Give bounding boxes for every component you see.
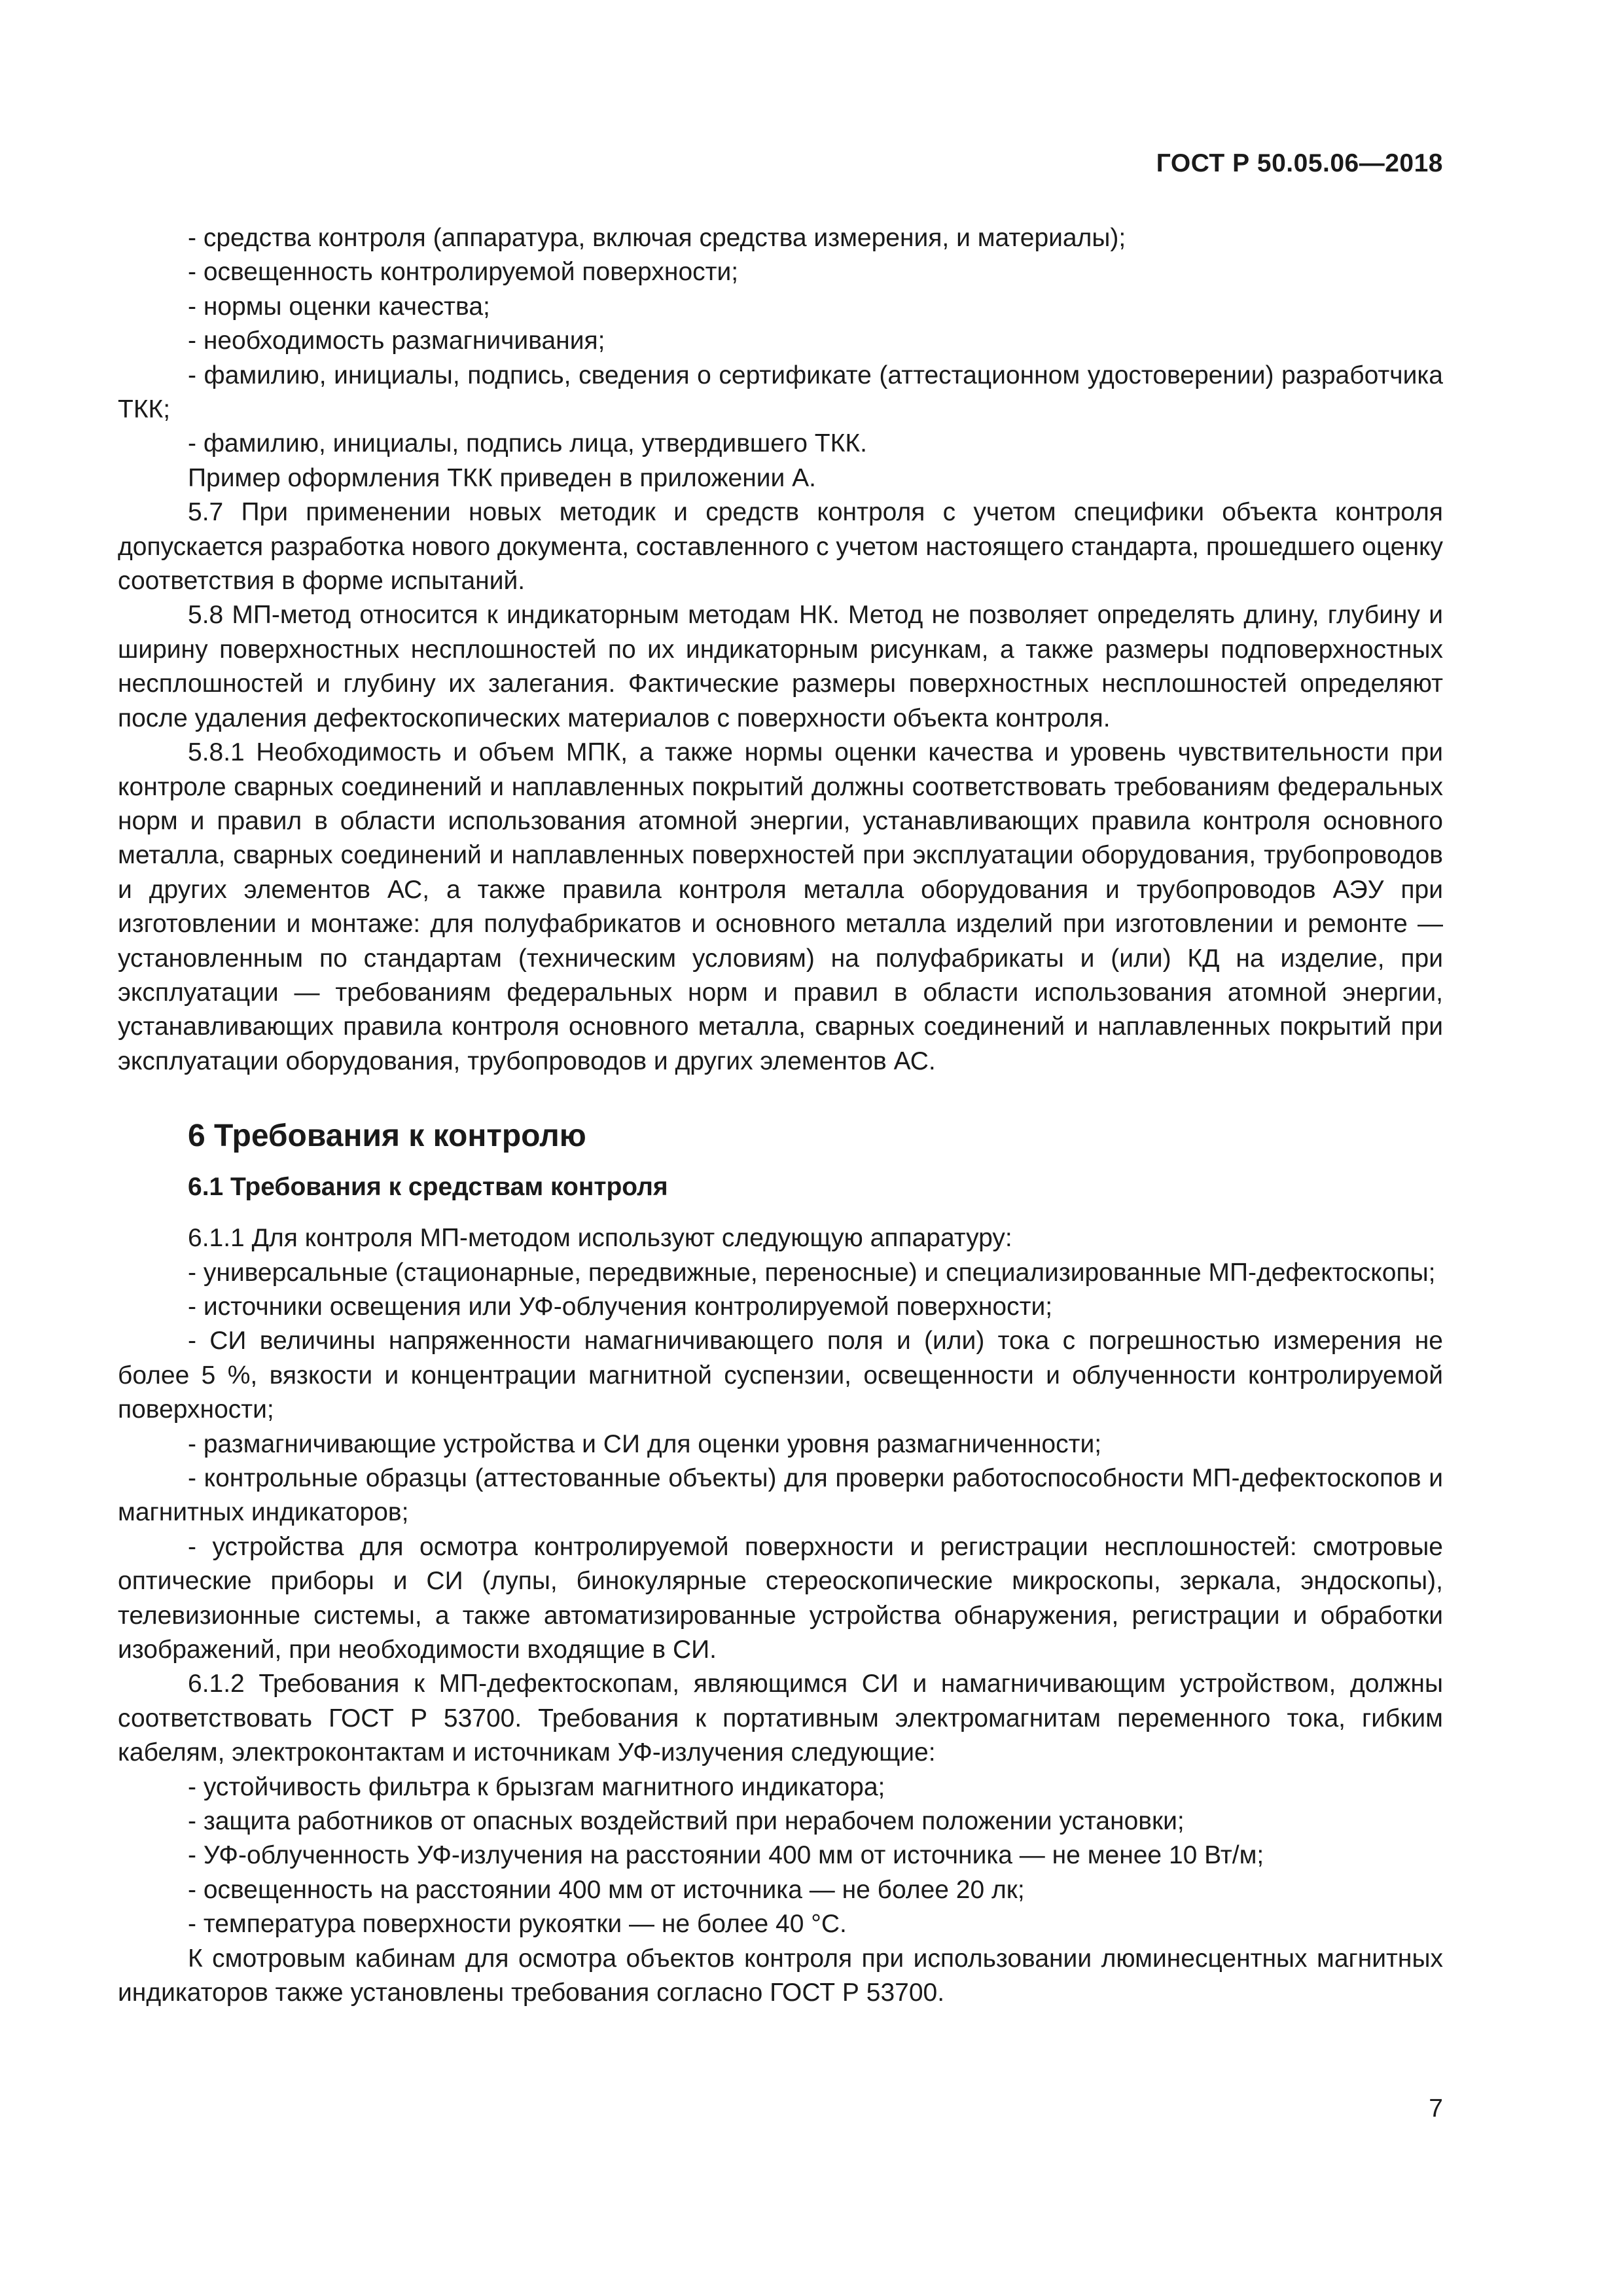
list-item: - СИ величины напряженности намагничивающего поля и (или) тока с погрешностью измерения не более 5 %, вязкости и концентрации магнитной суспензии, освещенности и облученности контролируемой поверхности; xyxy=(118,1327,1443,1424)
list-item: - освещенность на расстоянии 400 мм от источника — не более 20 лк; xyxy=(188,1875,1025,1904)
list-item: - средства контроля (аппаратура, включая средства измерения, и материалы); xyxy=(188,224,1126,252)
document-page xyxy=(118,0,1443,2296)
paragraph-6-1-2: 6.1.2 Требования к МП-дефектоскопам, являющимся СИ и намагничивающим устройством, должны соответствовать ГОСТ Р 53700. Требования к портативным электромагнитам переменного тока, гибким кабелям, электроконтактам и источникам УФ-излучения следующие: xyxy=(118,1670,1443,1767)
appendix-reference: Пример оформления ТКК приведен в приложении А. xyxy=(188,463,817,492)
list-item: - фамилию, инициалы, подпись, сведения о сертификате (аттестационном удостоверении) разработчика ТКК; xyxy=(118,361,1443,424)
list-item: - источники освещения или УФ-облучения контролируемой поверхности; xyxy=(188,1292,1053,1321)
section6-content xyxy=(118,1221,1443,2010)
list-item: - устойчивость фильтра к брызгам магнитного индикатора; xyxy=(188,1772,885,1801)
list-item: - контрольные образцы (аттестованные объекты) для проверки работоспособности МП-дефектоскопов и магнитных индикаторов; xyxy=(118,1464,1443,1527)
list-item: - защита работников от опасных воздействий при нерабочем положении установки; xyxy=(188,1807,1185,1836)
list-item: - устройства для осмотра контролируемой поверхности и регистрации несплошностей: смотровые оптические приборы и СИ (лупы, бинокулярные стереоскопические микроскопы, зеркала, эндоскопы), телевизионные системы, а также автоматизированные устройства обнаружения, регистрации и обработки изображений, при необходимости входящие в СИ. xyxy=(118,1532,1443,1664)
list-item: - температура поверхности рукоятки — не более 40 °С. xyxy=(188,1910,847,1939)
list-item: - УФ-облученность УФ-излучения на расстоянии 400 мм от источника — не менее 10 Вт/м; xyxy=(188,1841,1264,1870)
paragraph-5-8-1: 5.8.1 Необходимость и объем МПК, а также нормы оценки качества и уровень чувствительности при контроле сварных соединений и наплавленных покрытий должны соответствовать требованиям федеральных норм и правил в области использования атомной энергии, устанавливающих правила контроля основного металла, сварных соединений и наплавленных поверхностей при эксплуатации оборудования, трубопроводов и других элементов АС, а также правила контроля металла оборудования и трубопроводов АЭУ при изготовлении и монтаже: для полуфабрикатов и основного металла изделий при изготовлении и ремонте — установленным по стандартам (техническим условиям) на полуфабрикаты и (или) КД на изделие, при эксплуатации — требованиям федеральных норм и правил в области использования атомной энергии, устанавливающих правила контроля основного металла, сварных соединений и наплавленных покрытий при эксплуатации оборудования, трубопроводов и других элементов АС. xyxy=(118,738,1443,1075)
page-body xyxy=(118,221,1443,2011)
section-6-heading: 6 Требования к контролю xyxy=(188,1119,586,1154)
paragraph-6-1-1: 6.1.1 Для контроля МП-методом используют следующую аппаратуру: xyxy=(188,1224,1012,1253)
document-code: ГОСТ Р 50.05.06—2018 xyxy=(1156,149,1443,177)
list-item: - нормы оценки качества; xyxy=(188,292,490,321)
section5-list xyxy=(118,221,1443,495)
list-item: - необходимость размагничивания; xyxy=(188,327,605,355)
list-item: - освещенность контролируемой поверхности; xyxy=(188,258,739,287)
list-item: - универсальные (стационарные, передвижные, переносные) и специализированные МП-дефектоскопы; xyxy=(188,1258,1436,1287)
paragraph-5-8: 5.8 МП-метод относится к индикаторным методам НК. Метод не позволяет определять длину, глубину и ширину поверхностных несплошностей по их индикаторным рисункам, а также размеры подповерхностных несплошностей и глубину их залегания. Фактические размеры поверхностных несплошностей определяют после удаления дефектоскопических материалов с поверхности объекта контроля. xyxy=(118,601,1443,732)
list-item: - фамилию, инициалы, подпись лица, утвердившего ТКК. xyxy=(188,429,867,458)
paragraph-inspection-booths: К смотровым кабинам для осмотра объектов контроля при использовании люминесцентных магнитных индикаторов также установлены требования согласно ГОСТ Р 53700. xyxy=(118,1944,1443,2007)
list-item: - размагничивающие устройства и СИ для оценки уровня размагниченности; xyxy=(188,1429,1102,1458)
subsection-6-1-heading: 6.1 Требования к средствам контроля xyxy=(188,1173,668,1202)
paragraph-5-7: 5.7 При применении новых методик и средств контроля с учетом специфики объекта контроля допускается разработка нового документа, составленного с учетом настоящего стандарта, прошедшего оценку соответствия в форме испытаний. xyxy=(118,498,1443,596)
page-number: 7 xyxy=(1429,2094,1443,2123)
